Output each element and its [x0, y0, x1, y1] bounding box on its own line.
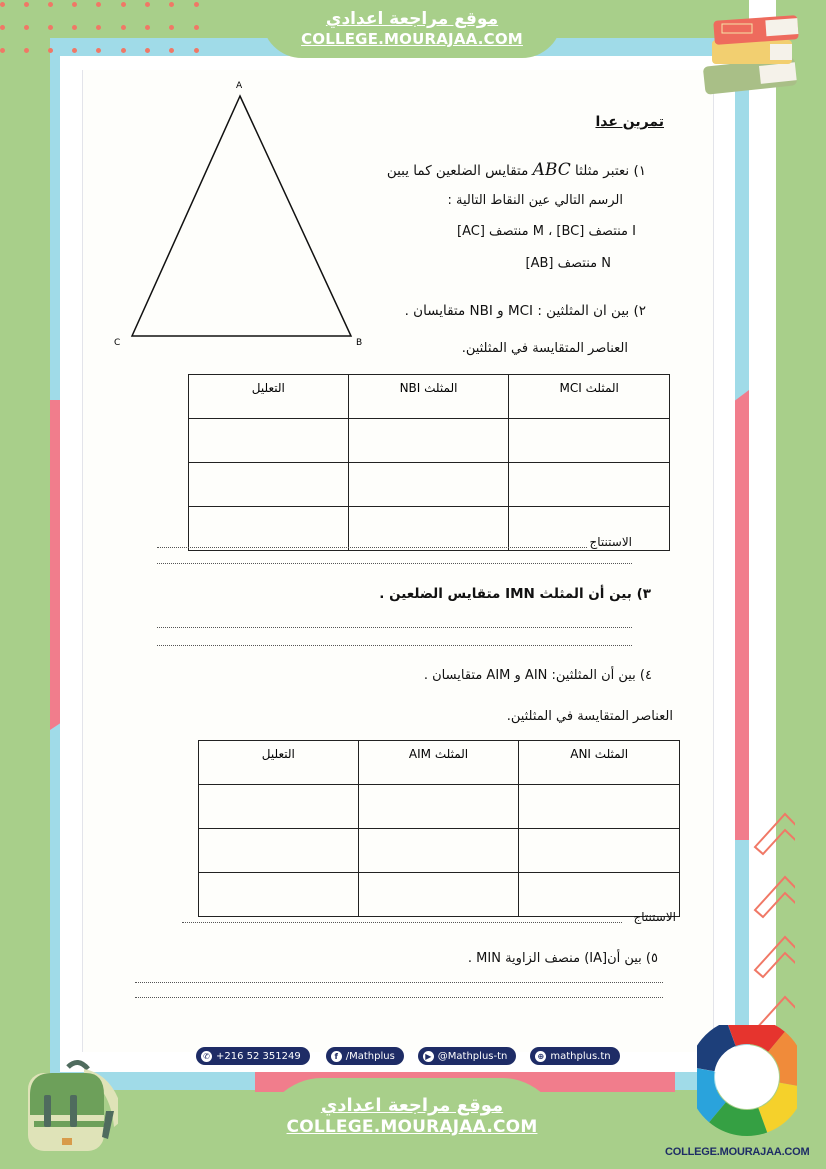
table-header-row — [189, 375, 670, 419]
table-header: المثلث MCI — [509, 375, 670, 419]
table-row — [199, 785, 680, 829]
facebook-icon: f — [331, 1051, 342, 1062]
q4-table — [198, 740, 680, 917]
table-cell[interactable] — [519, 829, 680, 873]
social-label: /Mathplus — [345, 1050, 395, 1062]
vertex-label-c: C — [114, 338, 121, 348]
triangle-abc-figure — [100, 70, 380, 360]
q1-line2: الرسم التالي عين النقاط التالية : — [447, 193, 623, 208]
banner-site-url[interactable]: COLLEGE.MOURAJAA.COM — [301, 30, 523, 48]
banner-site-url[interactable]: COLLEGE.MOURAJAA.COM — [286, 1117, 538, 1137]
banner-arabic-title[interactable]: موقع مراجعة اعدادي — [320, 1095, 504, 1116]
table-cell[interactable] — [189, 507, 349, 551]
q5-question: ٥) بين أن[IA) منصف الزاوية MIN . — [467, 951, 658, 966]
books-illustration — [700, 12, 805, 97]
table-cell[interactable] — [199, 829, 359, 873]
q4-conclusion-label: الاستنتاج — [633, 910, 676, 924]
vertex-label-b: B — [356, 338, 363, 348]
q4-subtitle: العناصر المتقايسة في المثلثين. — [506, 709, 673, 724]
q1-suffix: متقايس الضلعين كما يبين — [386, 163, 529, 179]
table-cell[interactable] — [509, 463, 670, 507]
chevron-up-icon-stack — [735, 792, 795, 1032]
table-cell[interactable] — [348, 419, 509, 463]
whatsapp-icon: ✆ — [201, 1051, 212, 1062]
table-row — [189, 419, 670, 463]
table-cell[interactable] — [358, 873, 519, 917]
table-cell[interactable] — [519, 785, 680, 829]
q2-conclusion-label: الاستنتاج — [589, 535, 632, 549]
site-banner-top[interactable] — [262, 0, 562, 58]
table-row — [199, 829, 680, 873]
table-header: التعليل — [199, 741, 359, 785]
banner-arabic-title[interactable]: موقع مراجعة اعدادي — [325, 9, 499, 29]
answer-line[interactable] — [157, 645, 632, 646]
q2-subtitle: العناصر المتقايسة في المثلثين. — [461, 341, 628, 356]
website-link[interactable] — [530, 1047, 619, 1065]
site-banner-bottom[interactable] — [262, 1078, 562, 1169]
youtube-link[interactable] — [418, 1047, 517, 1065]
decorative-dots-row3 — [0, 48, 200, 58]
table-cell[interactable] — [199, 873, 359, 917]
answer-line[interactable] — [157, 563, 632, 564]
table-header: المثلث AIM — [358, 741, 519, 785]
table-header: التعليل — [189, 375, 349, 419]
table-header-row — [199, 741, 680, 785]
facebook-link[interactable] — [326, 1047, 404, 1065]
social-links — [196, 1047, 620, 1065]
q2-table — [188, 374, 670, 551]
table-cell[interactable] — [509, 419, 670, 463]
q1-prefix: ١) نعتبر مثلثا — [575, 163, 646, 179]
table-row — [199, 873, 680, 917]
college-mourajaa-logo — [697, 1025, 797, 1143]
answer-line[interactable] — [157, 627, 632, 628]
q4-question: ٤) بين أن المثلثين: AIN و AIM متقايسان . — [423, 668, 652, 683]
answer-line[interactable] — [182, 922, 622, 923]
logo-site-url[interactable]: COLLEGE.MOURAJAA.COM — [665, 1146, 810, 1158]
answer-line[interactable] — [135, 982, 663, 983]
whatsapp-link[interactable] — [196, 1047, 310, 1065]
q2-question: ٢) بين ان المثلثين : MCI و NBI متقايسان . — [404, 303, 646, 319]
answer-line[interactable] — [135, 997, 663, 998]
table-cell[interactable] — [348, 507, 509, 551]
table-header: المثلث NBI — [348, 375, 509, 419]
globe-icon: ⊕ — [535, 1051, 546, 1062]
table-cell[interactable] — [199, 785, 359, 829]
q1-math-abc: ABC — [532, 160, 571, 180]
table-cell[interactable] — [189, 419, 349, 463]
social-label: @Mathplus-tn — [437, 1050, 508, 1062]
exercise-title: تمرين عدا — [595, 114, 664, 130]
table-cell[interactable] — [358, 829, 519, 873]
table-row — [189, 463, 670, 507]
table-cell[interactable] — [348, 463, 509, 507]
q1-line1 — [387, 160, 646, 180]
table-cell[interactable] — [189, 463, 349, 507]
social-label: +216 52 351249 — [216, 1050, 301, 1062]
q1-line3: I منتصف [BC] ، M منتصف [AC] — [457, 224, 636, 239]
social-label: mathplus.tn — [550, 1050, 611, 1062]
pink-accent-left — [50, 400, 60, 730]
backpack-illustration — [18, 1055, 118, 1155]
q3-question: ٣) بين أن المثلث IMN متقايس الضلعين . — [379, 586, 651, 602]
youtube-icon: ▶ — [423, 1051, 434, 1062]
table-header: المثلث ANI — [519, 741, 680, 785]
vertex-label-a: A — [236, 81, 243, 91]
q1-line4: N منتصف [AB] — [525, 256, 611, 271]
table-cell[interactable] — [358, 785, 519, 829]
answer-line[interactable] — [157, 547, 587, 548]
